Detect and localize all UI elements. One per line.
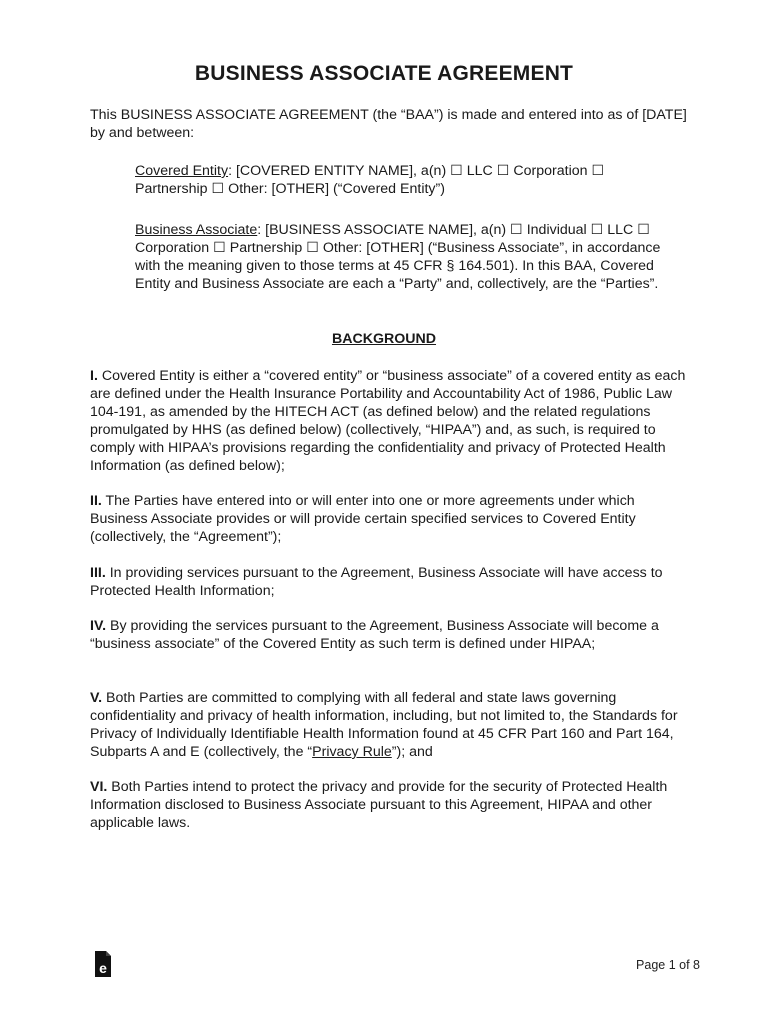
covered-entity-text: : [COVERED ENTITY NAME], a(n) ☐ LLC ☐ Corporation ☐ Partnership ☐ Other: [OTHER] (“Covered Entity”): [135, 163, 605, 197]
recital-text: Both Parties are committed to complying with all federal and state laws governing confidentiality and privacy of health information, including, but not limited to, the Standards for Privacy of Individually Identifiable Health Information found at 45 CFR Part 160 and Part 164, Subparts A and E (collectively, the “: [90, 690, 678, 760]
business-associate-text: : [BUSINESS ASSOCIATE NAME], a(n) ☐ Individual ☐ LLC ☐ Corporation ☐ Partnership ☐ Other: [OTHER] (“Business Associate”, in accordance with the meaning given to those terms at 45 CFR § 164.501). In this BAA, Covered Entity and Business Associate are each a “Party” and, collectively, are the “Parties”.: [135, 222, 661, 292]
eforms-logo-icon: [93, 950, 113, 978]
page-number: Page 1 of 8: [636, 958, 700, 972]
background-heading: BACKGROUND: [331, 331, 437, 347]
recital-i: [90, 367, 690, 475]
svg-text:e: e: [99, 960, 107, 976]
recital-text: The Parties have entered into or will enter into one or more agreements under which Business Associate provides or will provide certain specified services to Covered Entity (collectively, the “Agreement”);: [90, 493, 636, 545]
business-associate-label: Business Associate: [135, 222, 258, 238]
recital-text: Covered Entity is either a “covered entity” or “business associate” of a covered entity as each are defined under the Health Insurance Portability and Accountability Act of 1986, Public Law 104-191, as amended by the HITECH ACT (as defined below) and the related regulations promulgated by HHS (as defined below) (collectively, “HIPAA”) and, as such, is required to comply with HIPAA’s provisions regarding the confidentiality and privacy of Protected Health Information (as defined below);: [90, 368, 686, 474]
recital-number: IV.: [90, 618, 107, 634]
recital-iii: [90, 564, 690, 600]
document-title: BUSINESS ASSOCIATE AGREEMENT: [194, 62, 574, 85]
recital-number: V.: [90, 690, 103, 706]
covered-entity-paragraph: [135, 162, 680, 198]
recital-text: ”); and: [391, 744, 433, 760]
recital-number: II.: [90, 493, 102, 509]
privacy-rule-link[interactable]: Privacy Rule: [312, 744, 392, 760]
recital-number: VI.: [90, 779, 108, 795]
recital-text: By providing the services pursuant to the Agreement, Business Associate will become a “business associate” of the Covered Entity as such term is defined under HIPAA;: [90, 618, 659, 652]
business-associate-paragraph: [135, 221, 680, 293]
recital-text: In providing services pursuant to the Agreement, Business Associate will have access to Protected Health Information;: [90, 565, 663, 599]
recital-ii: [90, 492, 690, 546]
recital-v: [90, 689, 690, 761]
recital-iv: [90, 617, 690, 653]
recital-number: I.: [90, 368, 98, 384]
covered-entity-label: Covered Entity: [135, 163, 229, 179]
intro-paragraph: This BUSINESS ASSOCIATE AGREEMENT (the “BAA”) is made and entered into as of [DATE] by and between:: [90, 107, 687, 141]
recital-vi: [90, 778, 690, 832]
recital-number: III.: [90, 565, 106, 581]
recital-text: Both Parties intend to protect the privacy and provide for the security of Protected Health Information disclosed to Business Associate pursuant to this Agreement, HIPAA and other applicable laws.: [90, 779, 668, 831]
